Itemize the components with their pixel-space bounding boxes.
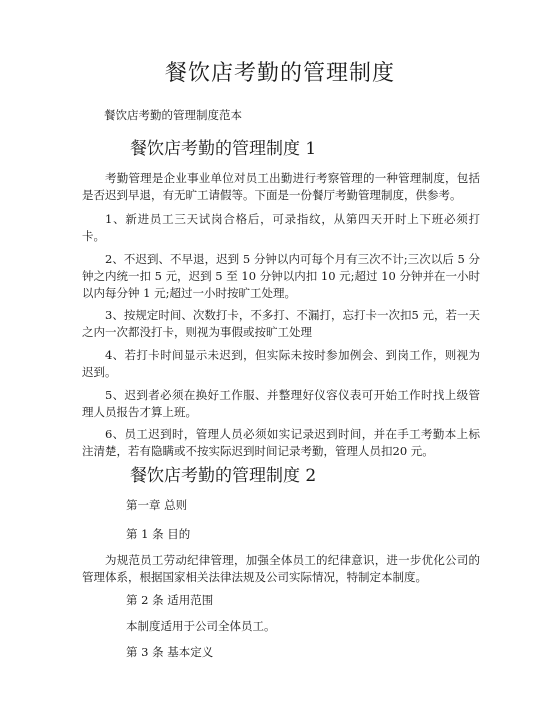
rule-6-paragraph: 6、员工迟到时，管理人员必须如实记录迟到时间，并在手工考勤本上标注清楚，若有隐瞒或不按实际迟到时间记录考勤，管理人员扣20 元。: [82, 427, 480, 458]
section-1-intro: 考勤管理是企业事业单位对员工出勤进行考察管理的一种管理制度，包括是否迟到早退，有无旷工请假等。下面是一份餐厅考勤管理制度，供参考。: [82, 171, 480, 202]
document-title: 餐饮店考勤的管理制度: [164, 61, 395, 86]
rule-3-paragraph: 3、按规定时间、次数打卡，不多打、不漏打，忘打卡一次扣5 元，若一天之内一次都没打卡，则视为事假或按旷工处理: [82, 308, 480, 339]
article-2-text: 本制度适用于公司全体员工。: [126, 619, 276, 633]
article-3-title: 第 3 条 基本定义: [126, 645, 214, 659]
document-subtitle: 餐饮店考勤的管理制度范本: [104, 108, 242, 122]
section-1-heading: 餐饮店考勤的管理制度 1: [130, 139, 317, 159]
rule-2-paragraph: 2、不迟到、不早退，迟到 5 分钟以内可每个月有三次不计;三次以后 5 分钟之内统一扣 5 元，迟到 5 至 10 分钟以内扣 10 元;超过 10 分钟并在一小时以内每分钟 1 元;超过一小时按旷工处理。: [82, 252, 480, 300]
rule-5-paragraph: 5、迟到者必须在换好工作服、并整理好仪容仪表可开始工作时找上级管理人员报告才算上班。: [82, 388, 480, 419]
rule-1-paragraph: 1、新进员工三天试岗合格后，可录指纹，从第四天开时上下班必须打卡。: [82, 212, 480, 243]
rule-4-paragraph: 4、若打卡时间显示未迟到，但实际未按时参加例会、到岗工作，则视为迟到。: [82, 348, 480, 379]
chapter-1-title: 第一章 总则: [126, 498, 188, 512]
article-1-text: 为规范员工劳动纪律管理，加强全体员工的纪律意识，进一步优化公司的管理体系，根据国家相关法律法规及公司实际情况，特制定本制度。: [82, 553, 480, 584]
article-2-title: 第 2 条 适用范围: [126, 593, 214, 607]
section-2-heading: 餐饮店考勤的管理制度 2: [130, 466, 317, 486]
article-1-title: 第 1 条 目的: [126, 527, 191, 541]
